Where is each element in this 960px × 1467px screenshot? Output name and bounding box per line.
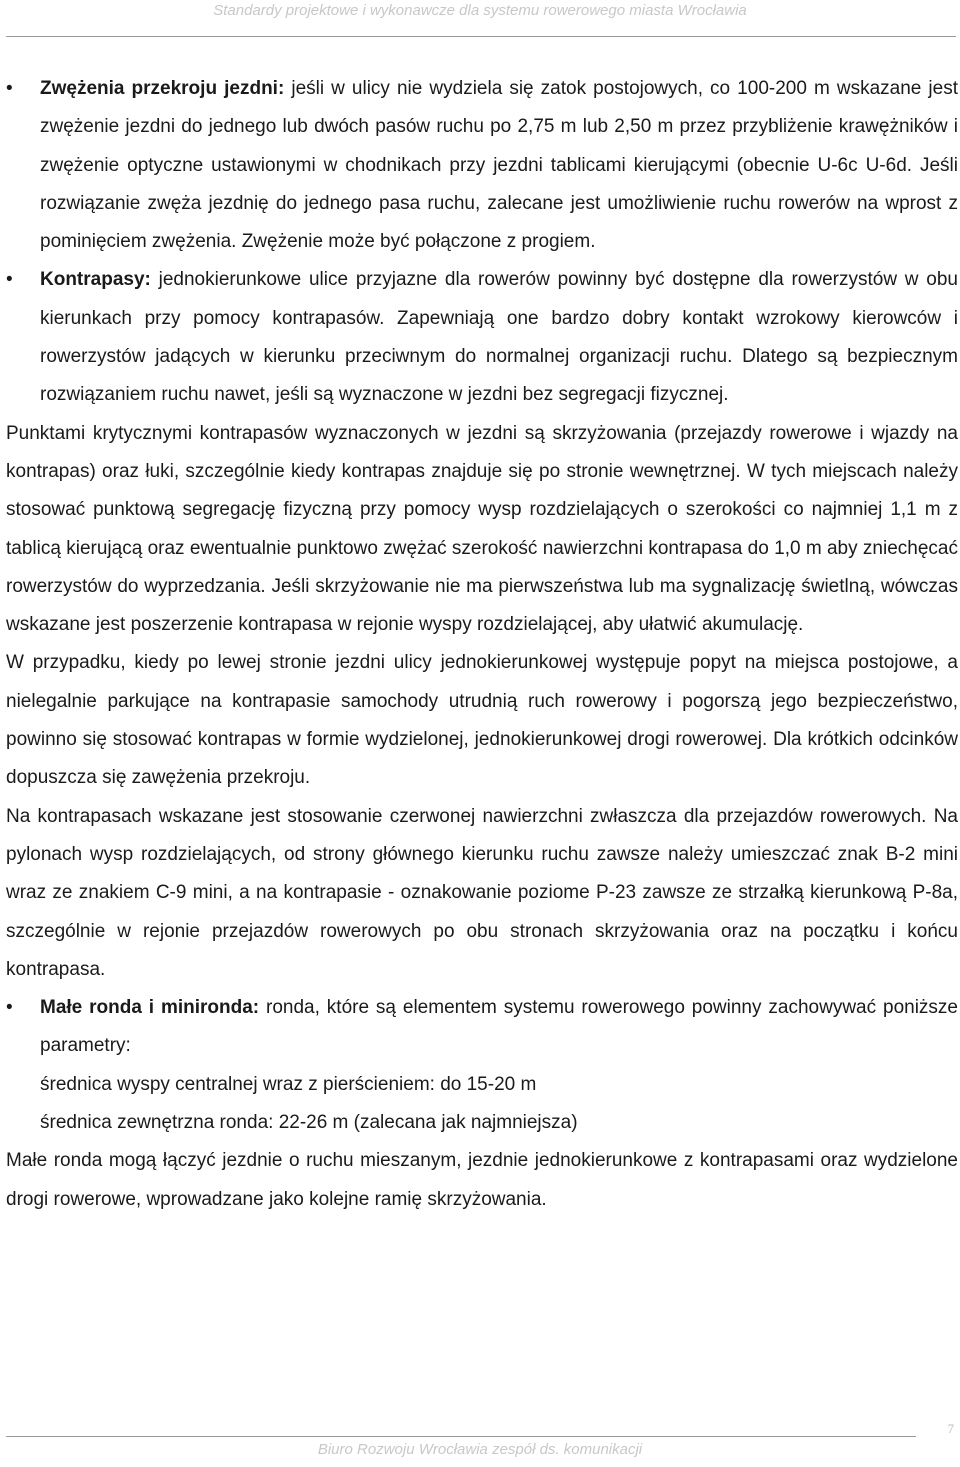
page-footer: Biuro Rozwoju Wrocławia zespół ds. komunikacji [317,1441,643,1458]
bullet-kontrapasy [0,261,960,414]
text-zwezenia: jeśli w ulicy nie wydziela się zatok postojowych, co 100-200 m wskazane jest zwężenie jezdni do jednego lub dwóch pasów ruchu po 2,75 m lub 2,50 m przez przybliżenie krawężników i zwężenie optyczne ustawionymi w chodnikach przy jezdni tablicami kierującymi (obecnie U-6c U-6d. Jeśli rozwiązanie zwęża jezdnię do jednego pasa ruchu, zalecane jest umożliwienie ruchu rowerów na wprost z pominięciem zwężenia. Zwężenie może być połączone z progiem. [40,78,958,253]
page-header: Standardy projektowe i wykonawcze dla systemu rowerowego miasta Wrocławia [213,2,747,19]
term-male-ronda: Małe ronda i minironda: [40,997,260,1019]
header-divider [6,36,956,37]
bullet-zwezenia [0,70,960,261]
parameter-srednica-zewnetrzna: średnica zewnętrzna ronda: 22-26 m (zalecana jak najmniejsza) [40,1112,578,1134]
paragraph-w-przypadku: W przypadku, kiedy po lewej stronie jezdni ulicy jednokierunkowej występuje popyt na miejsca postojowe, a nielegalnie parkujące na kontrapasie samochody utrudnią ruch rowerowy i pogorszą jego bezpieczeństwo, powinno się stosować kontrapas w formie wydzielonej, jednokierunkowej drogi rowerowej. Dla krótkich odcinków dopuszcza się zawężenia przekroju. [6,652,958,789]
document-body [0,70,960,1219]
paragraph-punkty-krytyczne: Punktami krytycznymi kontrapasów wyznaczonych w jezdni są skrzyżowania (przejazdy rowerowe i wjazdy na kontrapas) oraz łuki, szczególnie kiedy kontrapas znajduje się po stronie wewnętrznej. W tych miejscach należy stosować punktową segregację fizyczną przy pomocy wysp rozdzielających o szerokości co najmniej 1,1 m z tablicą kierującą oraz ewentualnie punktowo zwężać szerokość nawierzchni kontrapasa do 1,0 m aby zniechęcać rowerzystów do wyprzedzania. Jeśli skrzyżowanie nie ma pierwszeństwa lub ma sygnalizację świetlną, wówczas wskazane jest poszerzenie kontrapasa w rejonie wyspy rozdzielającej, aby ułatwić akumulację. [6,422,958,636]
footer-divider [6,1436,916,1437]
paragraph-nawierzchnia: Na kontrapasach wskazane jest stosowanie czerwonej nawierzchni zwłaszcza dla przejazdów rowerowych. Na pylonach wysp rozdzielających, od strony głównego kierunku ruchu zawsze należy umieszczać znak B-2 mini wraz ze znakiem C-9 mini, a na kontrapasie - oznakowanie poziome P-23 zawsze ze strzałką kierunkową P-8a, szczególnie w rejonie przejazdów rowerowych po obu stronach skrzyżowania oraz na początku i końcu kontrapasa. [6,805,958,980]
bullet-marker: • [6,997,13,1019]
term-zwezenia: Zwężenia przekroju jezdni: [40,78,285,99]
bullet-marker: • [6,78,13,99]
paragraph-male-ronda: Małe ronda mogą łączyć jezdnie o ruchu mieszanym, jezdnie jednokierunkowe z kontrapasami oraz wydzielone drogi rowerowe, wprowadzane jako kolejne ramię skrzyżowania. [6,1150,958,1210]
bullet-marker: • [6,269,13,291]
term-kontrapasy: Kontrapasy: [40,269,151,291]
parameter-wyspa-centralna: średnica wyspy centralnej wraz z pierścieniem: do 15-20 m [40,1073,537,1095]
text-kontrapasy: jednokierunkowe ulice przyjazne dla rowerów powinny być dostępne dla rowerzystów w obu kierunkach przy pomocy kontrapasów. Zapewniają one bardzo dobry kontakt wzrokowy kierowców i rowerzystów jadących w kierunku przeciwnym do normalnej organizacji ruchu. Dlatego są bezpiecznym rozwiązaniem ruchu nawet, jeśli są wyznaczone w jezdni bez segregacji fizycznej. [40,269,958,406]
page-number: 7 [947,1421,954,1436]
bullet-male-ronda [0,989,960,1066]
text-male-ronda: ronda, które są elementem systemu rowerowego powinny zachowywać poniższe parametry: [40,997,958,1057]
